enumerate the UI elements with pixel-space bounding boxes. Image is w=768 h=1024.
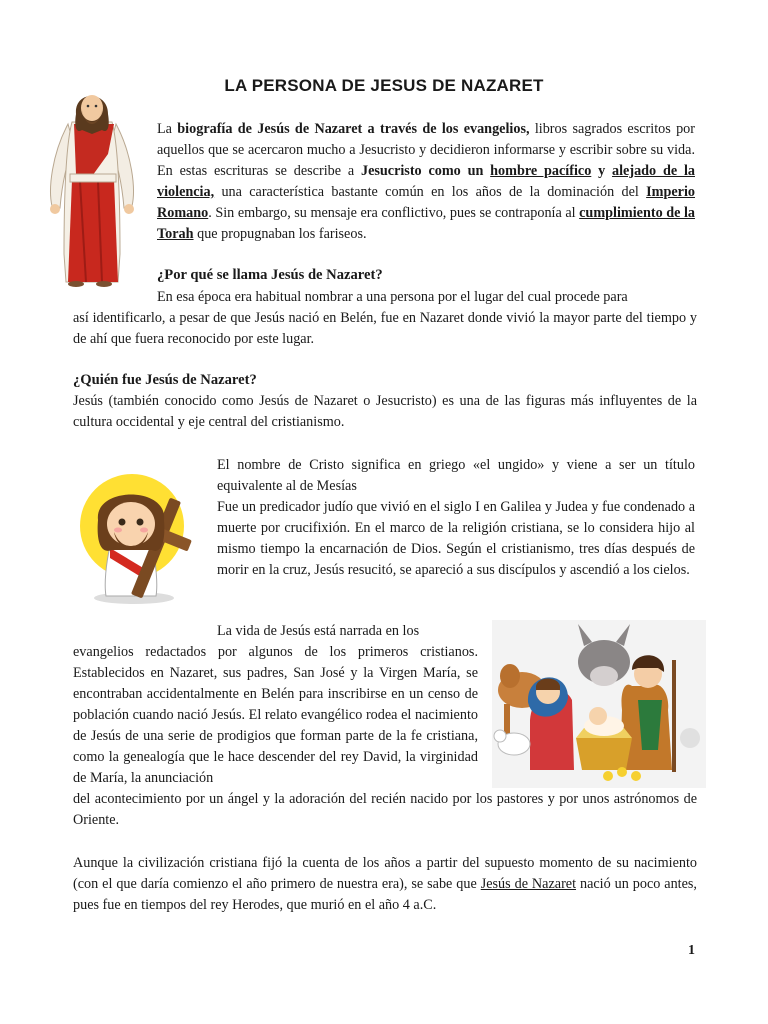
section4-tail: del acontecimiento por un ángel y la adoración del recién nacido por los pastores y por unos astrónomos de Oriente. [73,791,697,828]
jesus-standing-image [46,84,138,290]
section4-body: evangelios redactados por algunos de los primeros cristianos. Establecidos en Nazaret, sus padres, San José y la Virgen María, se encontraban accidentalmente en Belén para inscribirse en un censo de población cuando nació Jesús. El relato evangélico rodea el nacimiento de Jesús de una serie de prodigios que forman parte de la fe cristiana, como la genealogía que le hace descender del rey David, la virginidad de María, la anunciación [73,644,478,786]
link-jesus-de-nazaret[interactable]: Jesús de Nazaret [480,876,577,892]
section-heading-why-nazaret: ¿Por qué se llama Jesús de Nazaret? [157,267,383,283]
intro-bold-y: y [598,163,606,179]
page-title: LA PERSONA DE JESUS DE NAZARET [224,76,544,95]
intro-text: La [157,121,178,137]
section5-text: nació un poco antes, pues fue en tiempos del rey Herodes, que murió en el año 4 a.C. [73,876,697,913]
intro-bold-biography: biografía de Jesús de Nazaret a través de los evangelios, [177,121,530,137]
link-hombre-pacifico[interactable]: hombre pacífico [490,163,592,179]
section4-lead-line: La vida de Jesús está narrada en los [217,623,420,639]
section5-paragraph [73,853,697,916]
section3-paragraph-1: El nombre de Cristo significa en griego «el ungido» y viene a ser un título equivalente al de Mesías [217,457,695,494]
nativity-scene-image [492,620,706,788]
section1-body: así identificarlo, a pesar de que Jesús nació en Belén, fue en Nazaret donde vivió la mayor parte del tiempo y de ahí que fuera reconocido por este lugar. [73,310,697,347]
page-number: 1 [688,943,695,958]
section2-body: Jesús (también conocido como Jesús de Nazaret o Jesucristo) es una de las figuras más influyentes de la cultura occidental y eje central del cristianismo. [73,393,697,430]
section-heading-who-was-jesus: ¿Quién fue Jesús de Nazaret? [73,372,257,388]
link-cumplimiento-torah[interactable]: cumplimiento de la Torah [157,205,695,242]
intro-paragraph [157,119,695,245]
section5-text: Aunque la civilización cristiana fijó la cuenta de los años a partir del supuesto momento de su nacimiento (con el que daría comienzo el año primero de nuestra era), se sabe que [73,855,697,892]
link-imperio-romano[interactable]: Imperio Romano [157,184,695,221]
intro-bold-jesucristo: Jesucristo como un [360,163,484,179]
section3-paragraph-2: Fue un predicador judío que vivió en el siglo I en Galilea y Judea y fue condenado a muerte por crucifixión. En el marco de la religión cristiana, se lo considera hijo al mismo tiempo la encarnación de Dios. Según el cristianismo, tres días después de morir en la cruz, Jesús resucitó, se apareció a sus discípulos y ascendió a los cielos. [217,499,695,578]
intro-text: libros sagrados escritos por aquellos que se acercaron mucho a Jesucristo y decidieron informarse y escribir sobre su vida. En estas escrituras se describe a [157,121,696,179]
intro-text: . Sin embargo, su mensaje era conflictivo, pues se contraponía al [208,205,580,221]
cartoon-jesus-cross-image [80,468,194,606]
link-alejado-violencia[interactable]: alejado de la violencia, [157,163,695,200]
intro-text: una característica bastante común en los años de la dominación del [214,184,647,200]
section1-first-line: En esa época era habitual nombrar a una persona por el lugar del cual procede para [157,289,628,305]
intro-text: que propugnaban los fariseos. [193,226,367,242]
intro-text [605,163,612,179]
